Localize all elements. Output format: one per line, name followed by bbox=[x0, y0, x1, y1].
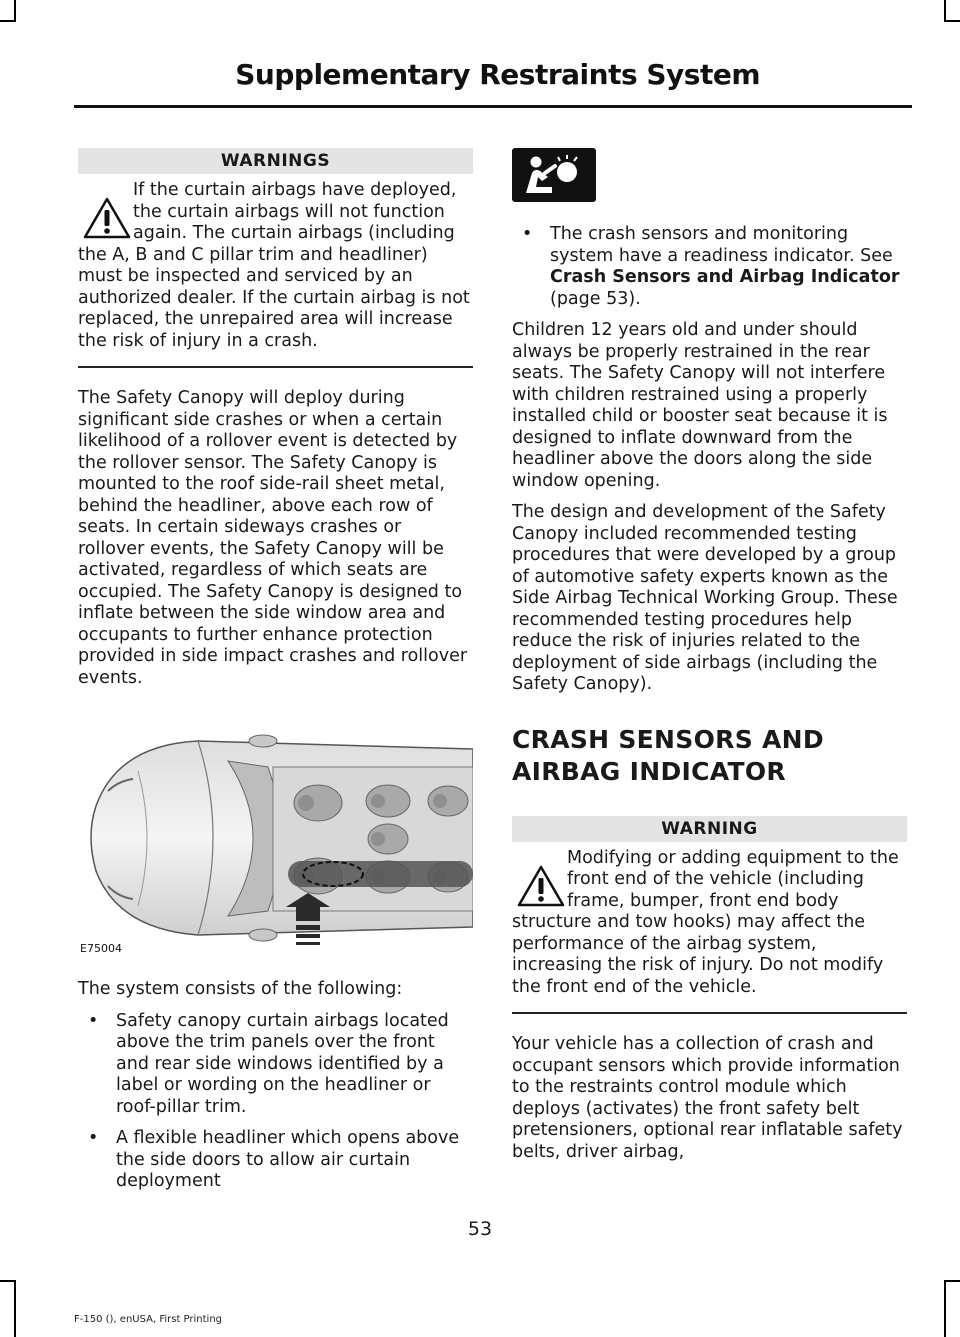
crop-mark bbox=[944, 1280, 960, 1282]
warning-text-first: Modifying or adding equipment to the front end of the vehicle (including frame, bumper, front end body bbox=[567, 847, 899, 911]
page-number: 53 bbox=[467, 1218, 493, 1240]
right-column bbox=[512, 148, 907, 1173]
crop-mark bbox=[944, 0, 946, 22]
system-consists-paragraph: The system consists of the following: bbox=[78, 979, 403, 999]
cross-reference-link[interactable]: Crash Sensors and Airbag Indicator bbox=[550, 267, 900, 287]
car-topview-figure bbox=[78, 711, 473, 961]
vehicle-illustration bbox=[78, 711, 473, 961]
section-heading-line2: AIRBAG INDICATOR bbox=[512, 756, 786, 786]
crop-mark bbox=[944, 1280, 946, 1337]
indicator-list bbox=[512, 224, 907, 310]
crop-mark bbox=[0, 1280, 16, 1282]
list-item-text: The crash sensors and monitoring system have a readiness indicator. See bbox=[550, 224, 893, 266]
list-item-text: A flexible headliner which opens above the side doors to allow air curtain deployment bbox=[116, 1128, 460, 1191]
edition-footer: F-150 (), enUSA, First Printing bbox=[74, 1314, 223, 1325]
crop-mark bbox=[944, 20, 960, 22]
section-heading-line1: CRASH SENSORS AND bbox=[512, 724, 824, 754]
bullet-mark: • bbox=[522, 224, 533, 244]
airbag-indicator-icon bbox=[512, 148, 596, 202]
design-paragraph: The design and development of the Safety Canopy included recommended testing procedures that were developed by a group of automotive safety experts known as the Side Airbag Technical Working Group. These recommended testing procedures help reduce the risk of injuries related to the deployment of side airbags (including the Safety Canopy). bbox=[512, 502, 898, 694]
warning-text bbox=[512, 848, 907, 999]
warning-text bbox=[78, 180, 473, 352]
warning-text-first: If the curtain airbags have deployed, the curtain airbags will not function again. The curtain airbags (including bbox=[133, 180, 457, 243]
warning-triangle-icon bbox=[516, 864, 566, 908]
list-item bbox=[78, 1011, 473, 1119]
list-item bbox=[78, 1128, 473, 1193]
safety-canopy-paragraph: The Safety Canopy will deploy during significant side crashes or when a certain likelihood of a rollover event is detected by the rollover sensor. The Safety Canopy is mounted to the roof side-rail sheet metal, behind the headliner, above each row of seats. In certain sideways crashes or rollover events, the Safety Canopy will be activated, regardless of which seats are occupied. The Safety Canopy is designed to inflate between the side window area and occupants to further enhance protection provided in side impact crashes and rollover events. bbox=[78, 388, 468, 688]
warning-triangle-icon bbox=[82, 196, 132, 240]
warning-text-rest: the A, B and C pillar trim and headliner) must be inspected and serviced by an authorized dealer. If the curtain airbag is not replaced, the unrepaired area will increase the risk of injury in a crash. bbox=[78, 244, 470, 351]
page-header-title: Supplementary Restraints System bbox=[235, 58, 760, 91]
warning-text-rest: structure and tow hooks) may affect the performance of the airbag system, increasing the risk of injury. Do not modify the front end of the vehicle. bbox=[512, 912, 884, 997]
children-paragraph: Children 12 years old and under should always be properly restrained in the rear seats. The Safety Canopy will not interfere with children restrained using a properly installed child or booster seat because it is designed to inflate downward from the headliner above the doors along the side window opening. bbox=[512, 320, 888, 491]
list-item bbox=[512, 224, 907, 310]
figure-code: E75004 bbox=[80, 942, 122, 955]
list-item-text: Safety canopy curtain airbags located above the trim panels over the front and rear side windows identified by a label or wording on the headliner or roof-pillar trim. bbox=[116, 1010, 449, 1117]
header-rule bbox=[74, 105, 912, 108]
warning-box bbox=[512, 842, 907, 1015]
warning-box bbox=[78, 174, 473, 368]
airbag-indicator-glyph bbox=[522, 153, 586, 197]
page-reference: (page 53). bbox=[550, 288, 641, 309]
crop-mark bbox=[14, 1280, 16, 1337]
left-column bbox=[78, 148, 473, 1203]
crop-mark bbox=[0, 20, 16, 22]
section-heading bbox=[512, 724, 907, 788]
warnings-heading: WARNINGS bbox=[78, 148, 473, 174]
system-components-list bbox=[78, 1011, 473, 1193]
crash-sensors-paragraph: Your vehicle has a collection of crash and occupant sensors which provide information to the restraints control module which deploys (activates) the front safety belt pretensioners, optional rear inflatable safety belts, driver airbag, bbox=[512, 1034, 903, 1162]
bullet-mark: • bbox=[88, 1128, 99, 1148]
crop-mark bbox=[14, 0, 16, 22]
bullet-mark: • bbox=[88, 1010, 99, 1031]
warning-heading: WARNING bbox=[512, 816, 907, 842]
